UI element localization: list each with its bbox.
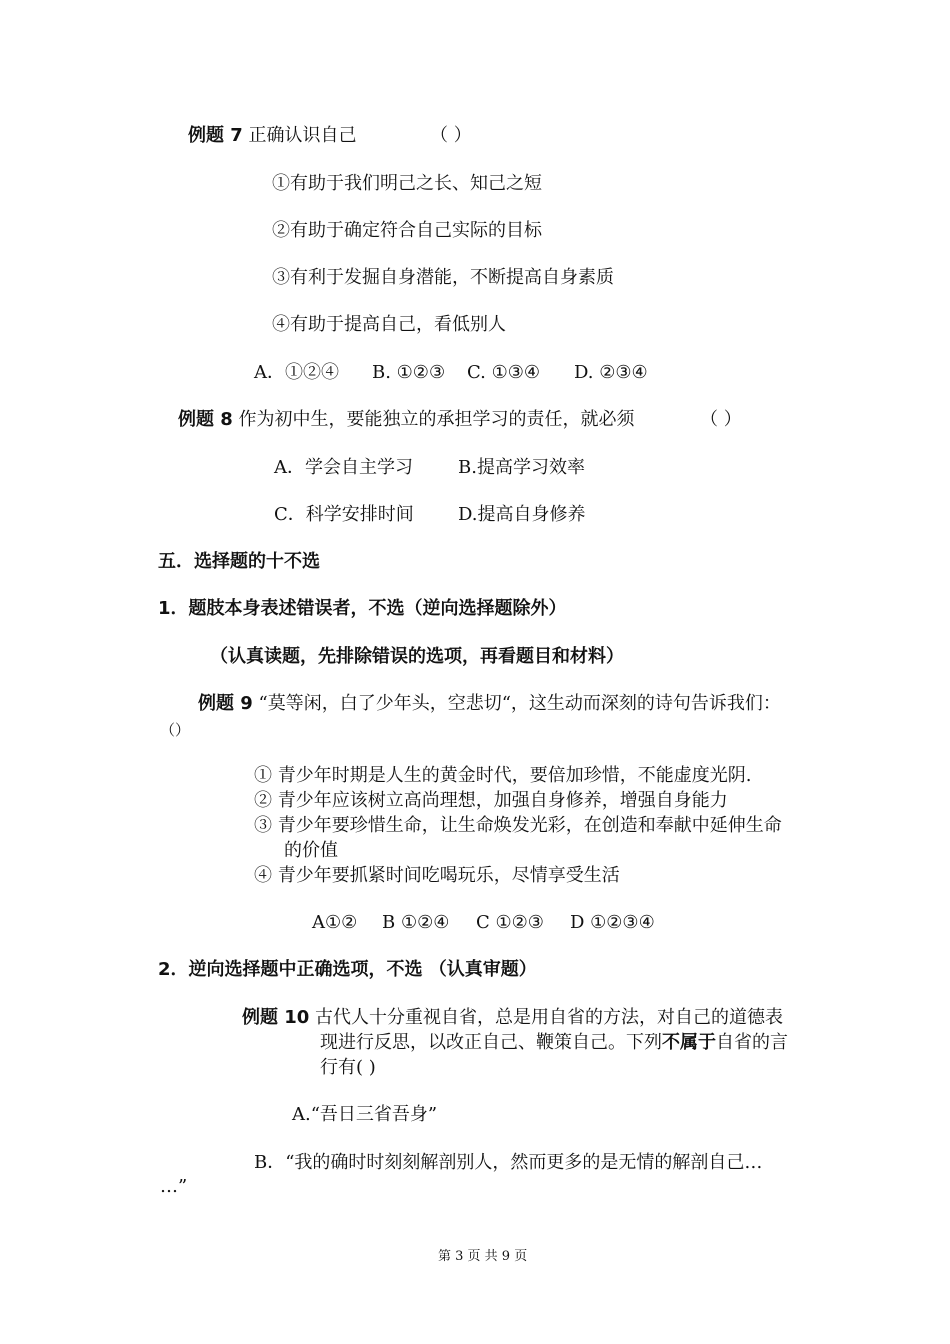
q7-item-4: ④有助于提高自己，看低别人	[272, 314, 506, 335]
q7-stem	[188, 124, 357, 148]
q8-stem	[178, 408, 635, 432]
q10-stem-line-1	[242, 1006, 783, 1030]
q7-item-3: ③有利于发掘自身潜能，不断提高自身素质	[272, 267, 614, 288]
q10-stem-text-2b: 自省的言	[716, 1032, 788, 1053]
q7-stem-text: 正确认识自己	[242, 125, 357, 146]
q8-option-c: C．科学安排时间	[274, 504, 414, 525]
q7-option-c: C. ①③④	[467, 362, 540, 383]
rule-1: 1．题肢本身表述错误者，不选（逆向选择题除外）	[158, 598, 567, 619]
q7-option-b: B. ①②③	[372, 362, 446, 383]
q10-label: 例题 10	[242, 1007, 310, 1028]
q9-item-2: ② 青少年应该树立高尚理想，加强自身修养，增强自身能力	[254, 790, 728, 811]
q7-option-d: D. ②③④	[574, 362, 648, 383]
q7-answer-paren: （ ）	[430, 125, 472, 146]
q7-item-1: ①有助于我们明己之长、知己之短	[272, 173, 542, 194]
q9-answer-paren: （）	[160, 721, 191, 739]
q9-label: 例题 9	[198, 693, 253, 714]
q9-item-3-cont: 的价值	[284, 840, 338, 861]
q10-option-a: A.“吾日三省吾身”	[292, 1104, 438, 1125]
q9-stem-text: “莫等闲，白了少年头，空悲切“，这生动而深刻的诗句告诉我们：	[252, 693, 781, 714]
q9-option-d: D ①②③④	[570, 912, 655, 933]
q10-stem-text-1: 古代人十分重视自省，总是用自省的方法，对自己的道德表	[309, 1007, 784, 1028]
q10-stem-text-2: 现进行反思，以改正自己、鞭策自己。下列	[320, 1032, 662, 1053]
q7-label: 例题 7	[188, 125, 243, 146]
q8-option-d: D.提高自身修养	[458, 504, 586, 525]
q9-item-1: ① 青少年时期是人生的黄金时代，要倍加珍惜，不能虚度光阴.	[254, 765, 752, 786]
q9-item-3: ③ 青少年要珍惜生命，让生命焕发光彩，在创造和奉献中延伸生命	[254, 815, 782, 836]
q9-option-b: B ①②④	[382, 912, 450, 933]
q9-stem	[198, 692, 781, 716]
rule-1-note: （认真读题，先排除错误的选项，再看题目和材料）	[210, 646, 624, 667]
q10-keyword-not: 不属于	[662, 1032, 716, 1053]
page-footer: 第 3 页 共 9 页	[438, 1249, 528, 1264]
q10-option-b: B．“我的确时时刻刻解剖别人，然而更多的是无情的解剖自己…	[254, 1152, 763, 1173]
q9-option-c: C ①②③	[476, 912, 544, 933]
q10-option-b-cont: …”	[160, 1176, 188, 1197]
rule-2: 2．逆向选择题中正确选项，不选 （认真审题）	[158, 959, 537, 980]
q10-stem-line-3: 行有( )	[320, 1057, 376, 1078]
q7-item-2: ②有助于确定符合自己实际的目标	[272, 220, 542, 241]
q8-answer-paren: （ ）	[700, 409, 742, 430]
q10-stem-line-2	[320, 1031, 788, 1055]
section-5-title: 五．选择题的十不选	[158, 551, 320, 572]
q9-option-a: A①②	[312, 912, 358, 933]
q9-item-4: ④ 青少年要抓紧时间吃喝玩乐，尽情享受生活	[254, 865, 620, 886]
q8-option-b: B.提高学习效率	[458, 457, 585, 478]
q8-label: 例题 8	[178, 409, 233, 430]
q8-stem-text: 作为初中生，要能独立的承担学习的责任，就必须	[232, 409, 635, 430]
q7-option-a: A．①②④	[254, 362, 339, 383]
q8-option-a: A．学会自主学习	[274, 457, 413, 478]
